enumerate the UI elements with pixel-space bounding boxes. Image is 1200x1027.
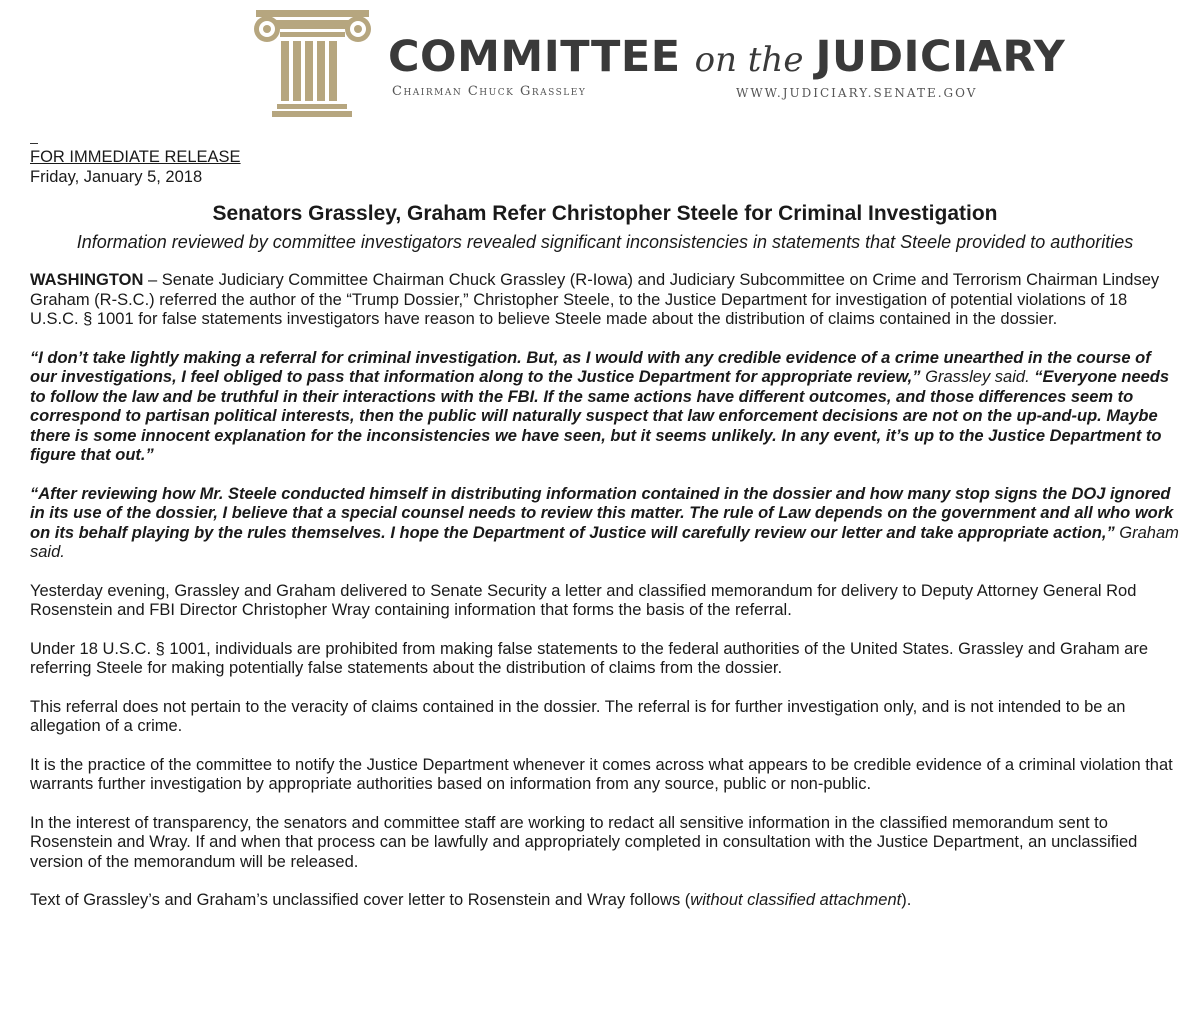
- grassley-attribution: Grassley said.: [920, 368, 1035, 386]
- graham-attribution: Graham said.: [30, 523, 1179, 561]
- letterhead: [0, 0, 1200, 140]
- paragraph-practice: It is the practice of the committee to notify the Justice Department whenever it comes across what appears to be credible evidence of a criminal violation that warrants further investigation by appropriate authorities based on information from any source, public or non-public.: [30, 755, 1173, 793]
- dateline: WASHINGTON: [30, 271, 144, 289]
- grassley-quote-2: “Everyone needs to follow the law and be truthful in their interactions with the FBI. If the same actions have different outcomes, and those differences seem to correspond to partisan political interests, then the public will naturally suspect that law enforcement decisions are not on the up-and-up. Maybe there is some innocent explanation for the inconsistencies we have seen, but it seems unlikely. In any event, it’s up to the Justice Department to figure that out.”: [30, 368, 1170, 464]
- title-judiciary: JUDICIARY: [815, 32, 1066, 82]
- committee-title: [388, 32, 1066, 82]
- cover-letter-text: Text of Grassley’s and Graham’s unclassified cover letter to Rosenstein and Wray follows (: [30, 891, 691, 909]
- grassley-quote-1: “I don’t take lightly making a referral for criminal investigation. But, as I would with any credible evidence of a crime unearthed in the course of our investigations, I feel obliged to pass that information along to the Justice Department for appropriate review,”: [30, 348, 1151, 386]
- release-label: FOR IMMEDIATE RELEASE: [30, 148, 241, 166]
- cover-letter-end: ).: [901, 891, 912, 909]
- subheadline: Information reviewed by committee investigators revealed significant inconsistencies in statements that Steele provided to authorities: [76, 232, 1134, 252]
- release-date: Friday, January 5, 2018: [30, 167, 203, 186]
- website-line: WWW.JUDICIARY.SENATE.GOV: [736, 86, 978, 100]
- paragraph-dateline: [30, 271, 1180, 330]
- headline: Senators Grassley, Graham Refer Christopher Steele for Criminal Investigation: [212, 202, 998, 225]
- paragraph-text: – Senate Judiciary Committee Chairman Chuck Grassley (R-Iowa) and Judiciary Subcommittee on Crime and Terrorism Chairman Lindsey Graham (R-S.C.) referred the author of the “Trump Dossier,” Christopher Steele, to the Justice Department for investigation of potential violations of 18 U.S.C. § 1001 for false statements investigators have reason to believe Steele made about the distribution of claims contained in the dossier.: [30, 271, 1160, 328]
- paragraph-veracity: This referral does not pertain to the veracity of claims contained in the dossier. The referral is for further investigation only, and is not intended to be an allegation of a crime.: [30, 697, 1126, 735]
- press-release-body: [30, 140, 1180, 930]
- title-on-the: on the: [694, 40, 804, 80]
- paragraph-transparency: In the interest of transparency, the senators and committee staff are working to redact all sensitive information in the classified memorandum sent to Rosenstein and Wray. If and when that process can be lawfully and appropriately completed in consultation with the Justice Department, an unclassified version of the memorandum will be released.: [30, 813, 1138, 871]
- chairman-line: Chairman Chuck Grassley: [392, 84, 587, 99]
- paragraph-delivery: Yesterday evening, Grassley and Graham delivered to Senate Security a letter and classified memorandum for delivery to Deputy Attorney General Rod Rosenstein and FBI Director Christopher Wray containing information that forms the basis of the referral.: [30, 581, 1137, 619]
- paragraph-cover-letter: [30, 891, 1180, 911]
- paragraph-statute: Under 18 U.S.C. § 1001, individuals are prohibited from making false statements to the federal authorities of the United States. Grassley and Graham are referring Steele for making potentially false statements about the distribution of claims from the dossier.: [30, 639, 1149, 677]
- paragraph-grassley-quote: [30, 349, 1180, 466]
- paragraph-graham-quote: [30, 485, 1180, 563]
- title-committee: COMMITTEE: [388, 32, 681, 82]
- graham-quote: “After reviewing how Mr. Steele conducted himself in distributing information contained in the dossier and how many stop signs the DOJ ignored in its use of the dossier, I believe that a special counsel needs to review this matter. The rule of Law depends on the government and all who work on its behalf playing by the rules themselves. I hope the Department of Justice will carefully review our letter and take appropriate action,”: [30, 484, 1174, 542]
- cover-letter-italic: without classified attachment: [690, 891, 902, 909]
- ionic-column-icon: [250, 8, 375, 118]
